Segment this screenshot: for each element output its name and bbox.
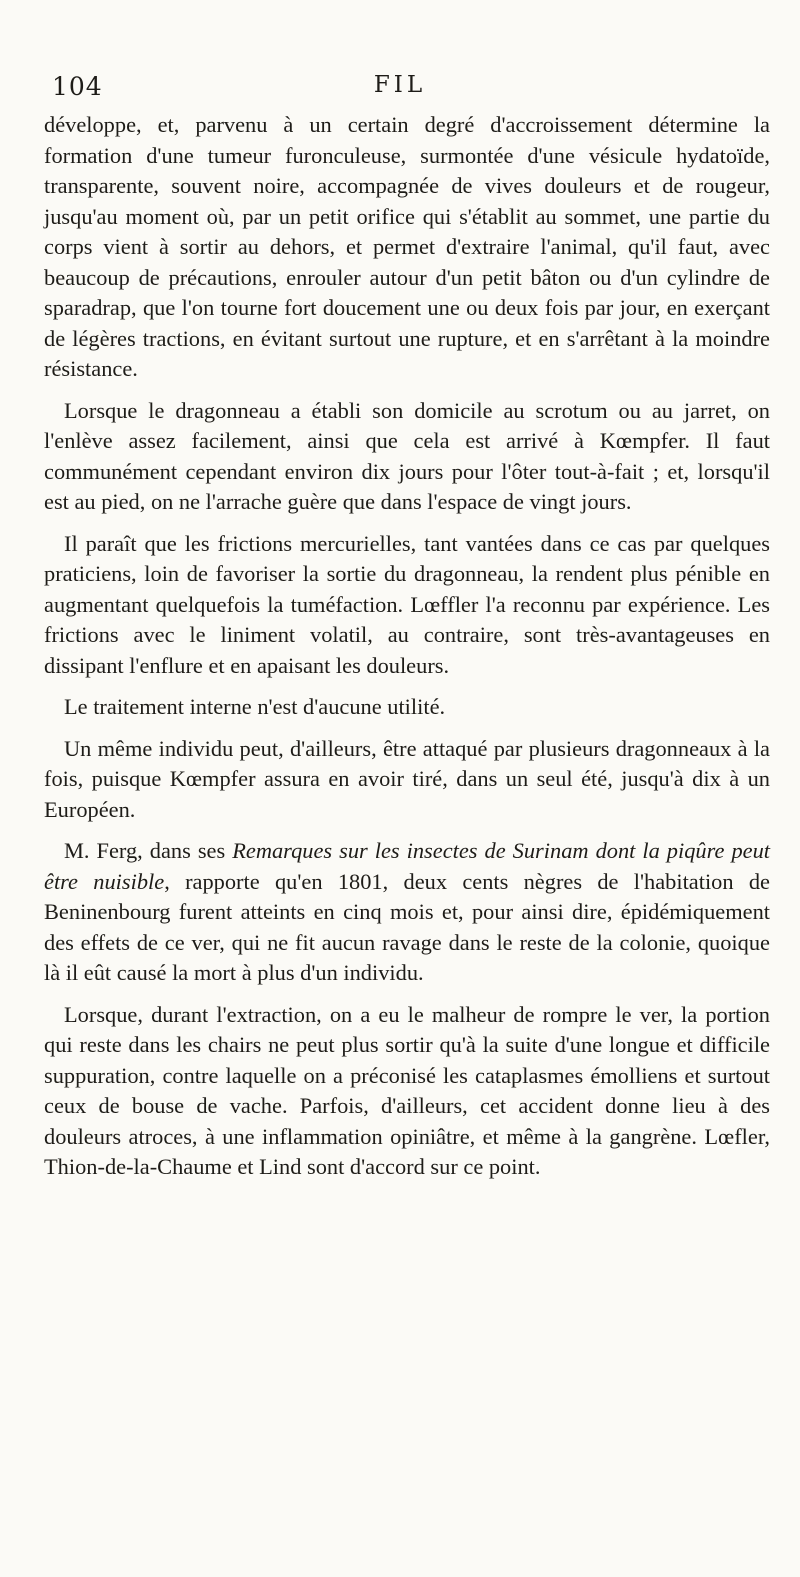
paragraph-4: Le traitement interne n'est d'aucune utilité. xyxy=(64,694,446,719)
page-header xyxy=(40,72,760,106)
body-text xyxy=(44,110,770,1194)
paragraph-2: Lorsque le dragonneau a établi son domicile au scrotum ou au jarret, on l'enlève assez facilement, ainsi que cela est arrivé à Kœmpfer. Il faut communément cependant environ dix jours pour l'ôter tout-à-fait ; et, lorsqu'il est au pied, on ne l'arrache guère que dans l'espace de vingt jours. xyxy=(44,397,770,514)
cited-title: Remarques sur les insectes de Surinam dont la piqûre peut être nuisible xyxy=(44,838,770,894)
page-number: 104 xyxy=(52,72,103,101)
paragraph-5: Un même individu peut, d'ailleurs, être attaqué par plusieurs dragonneaux à la fois, puisque Kœmpfer assura en avoir tiré, dans un seul été, jusqu'à dix à un Européen. xyxy=(44,735,770,822)
paragraph-6-text-after: , rapporte qu'en 1801, deux cents nègres de l'habitation de Beninenbourg furent atteints en cinq mois et, pour ainsi dire, épidémiquement des effets de ce ver, qui ne fit aucun ravage dans le reste de la colonie, quoique là il eût causé la mort à plus d'un individu. xyxy=(44,868,770,985)
paragraph-6 xyxy=(44,836,770,989)
paragraph-6-text-before: M. Ferg, dans ses xyxy=(64,838,233,863)
running-head: FIL xyxy=(373,72,427,98)
paragraph-7: Lorsque, durant l'extraction, on a eu le malheur de rompre le ver, la portion qui reste dans les chairs ne peut plus sortir qu'à la suite d'une longue et difficile suppuration, contre laquelle on a préconisé les cataplasmes émolliens et surtout ceux de bouse de vache. Parfois, d'ailleurs, cet accident donne lieu à des douleurs atroces, à une inflammation opiniâtre, et même à la gangrène. Lœfler, Thion-de-la-Chaume et Lind sont d'accord sur ce point. xyxy=(44,1001,770,1179)
paragraph-3: Il paraît que les frictions mercurielles, tant vantées dans ce cas par quelques praticiens, loin de favoriser la sortie du dragonneau, la rendent plus pénible en augmentant quelquefois la tuméfaction. Lœffler l'a reconnu par expérience. Les frictions avec le liniment volatil, au contraire, sont très-avantageuses en dissipant l'enflure et en apaisant les douleurs. xyxy=(44,530,770,678)
paragraph-1: développe, et, parvenu à un certain degré d'accroissement détermine la formation d'une tumeur furonculeuse, surmontée d'une vésicule hydatoïde, transparente, souvent noire, accompagnée de vives douleurs et de rougeur, jusqu'au moment où, par un petit orifice qui s'établit au sommet, une partie du corps vient à sortir au dehors, et permet d'extraire l'animal, qu'il faut, avec beaucoup de précautions, enrouler autour d'un petit bâton ou d'un cylindre de sparadrap, que l'on tourne fort doucement une ou deux fois par jour, en exerçant de légères tractions, en évitant surtout une rupture, et en s'arrêtant à la moindre résistance. xyxy=(44,112,770,381)
